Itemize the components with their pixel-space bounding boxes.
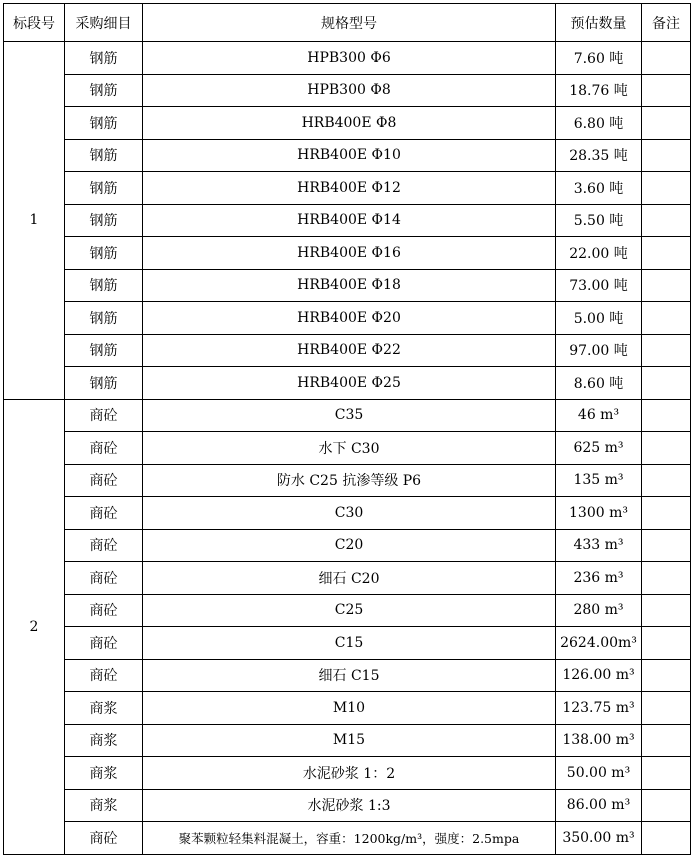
cell-spec: HRB400E Φ8 — [143, 107, 556, 140]
table-row — [4, 789, 691, 822]
cell-item: 钢筋 — [65, 172, 143, 205]
cell-item: 商砼 — [65, 659, 143, 692]
cell-quantity: 433 m³ — [556, 529, 642, 562]
cell-spec: C15 — [143, 627, 556, 660]
cell-spec: 聚苯颗粒轻集料混凝土，容重：1200kg/m³，强度：2.5mpa — [143, 822, 556, 855]
cell-spec: 水下 C30 — [143, 432, 556, 465]
cell-note — [642, 107, 691, 140]
cell-item: 商砼 — [65, 497, 143, 530]
cell-item: 钢筋 — [65, 74, 143, 107]
cell-spec: HRB400E Φ16 — [143, 237, 556, 270]
cell-item: 商砼 — [65, 562, 143, 595]
cell-note — [642, 497, 691, 530]
cell-spec: C30 — [143, 497, 556, 530]
cell-quantity: 46 m³ — [556, 399, 642, 432]
table-row — [4, 334, 691, 367]
cell-quantity: 3.60 吨 — [556, 172, 642, 205]
header-note: 备注 — [642, 4, 691, 42]
cell-note — [642, 74, 691, 107]
header-quantity: 预估数量 — [556, 4, 642, 42]
cell-item: 商砼 — [65, 594, 143, 627]
cell-note — [642, 659, 691, 692]
cell-spec: 水泥砂浆 1：2 — [143, 757, 556, 790]
table-row — [4, 562, 691, 595]
cell-quantity: 86.00 m³ — [556, 789, 642, 822]
cell-quantity: 8.60 吨 — [556, 367, 642, 400]
procurement-table — [3, 3, 691, 855]
cell-spec: HRB400E Φ18 — [143, 269, 556, 302]
table-body — [4, 42, 691, 855]
cell-note — [642, 432, 691, 465]
cell-item: 商浆 — [65, 789, 143, 822]
cell-quantity: 22.00 吨 — [556, 237, 642, 270]
cell-quantity: 123.75 m³ — [556, 692, 642, 725]
cell-spec: C35 — [143, 399, 556, 432]
cell-item: 商砼 — [65, 822, 143, 855]
cell-note — [642, 139, 691, 172]
cell-quantity: 28.35 吨 — [556, 139, 642, 172]
cell-spec: HRB400E Φ20 — [143, 302, 556, 335]
table-row — [4, 204, 691, 237]
cell-note — [642, 822, 691, 855]
table-row — [4, 74, 691, 107]
cell-item: 商浆 — [65, 692, 143, 725]
cell-item: 钢筋 — [65, 42, 143, 75]
cell-note — [642, 302, 691, 335]
table-row — [4, 659, 691, 692]
cell-spec: HRB400E Φ25 — [143, 367, 556, 400]
cell-item: 钢筋 — [65, 367, 143, 400]
table-row — [4, 464, 691, 497]
cell-note — [642, 789, 691, 822]
cell-spec: 细石 C20 — [143, 562, 556, 595]
cell-quantity: 350.00 m³ — [556, 822, 642, 855]
cell-spec: C25 — [143, 594, 556, 627]
header-spec: 规格型号 — [143, 4, 556, 42]
cell-note — [642, 724, 691, 757]
cell-spec: M15 — [143, 724, 556, 757]
table-row — [4, 107, 691, 140]
cell-note — [642, 367, 691, 400]
cell-item: 商浆 — [65, 757, 143, 790]
cell-quantity: 126.00 m³ — [556, 659, 642, 692]
cell-quantity: 236 m³ — [556, 562, 642, 595]
cell-note — [642, 269, 691, 302]
cell-spec: 防水 C25 抗渗等级 P6 — [143, 464, 556, 497]
cell-spec: 水泥砂浆 1:3 — [143, 789, 556, 822]
cell-spec: HPB300 Φ6 — [143, 42, 556, 75]
cell-quantity: 7.60 吨 — [556, 42, 642, 75]
cell-item: 钢筋 — [65, 237, 143, 270]
cell-item: 商砼 — [65, 432, 143, 465]
table-row — [4, 757, 691, 790]
cell-spec: HRB400E Φ12 — [143, 172, 556, 205]
cell-quantity: 73.00 吨 — [556, 269, 642, 302]
table-row — [4, 692, 691, 725]
section-number: 1 — [4, 42, 65, 400]
header-section: 标段号 — [4, 4, 65, 42]
cell-quantity: 97.00 吨 — [556, 334, 642, 367]
cell-note — [642, 172, 691, 205]
cell-spec: HRB400E Φ14 — [143, 204, 556, 237]
cell-note — [642, 757, 691, 790]
cell-item: 商砼 — [65, 627, 143, 660]
cell-note — [642, 237, 691, 270]
table-row — [4, 594, 691, 627]
cell-spec: 细石 C15 — [143, 659, 556, 692]
table-row — [4, 302, 691, 335]
cell-quantity: 625 m³ — [556, 432, 642, 465]
cell-item: 钢筋 — [65, 139, 143, 172]
cell-item: 钢筋 — [65, 334, 143, 367]
cell-quantity: 50.00 m³ — [556, 757, 642, 790]
table-row — [4, 529, 691, 562]
cell-item: 商浆 — [65, 724, 143, 757]
cell-item: 钢筋 — [65, 204, 143, 237]
cell-note — [642, 334, 691, 367]
cell-note — [642, 42, 691, 75]
cell-note — [642, 562, 691, 595]
table-row — [4, 399, 691, 432]
cell-quantity: 1300 m³ — [556, 497, 642, 530]
cell-item: 钢筋 — [65, 302, 143, 335]
cell-note — [642, 464, 691, 497]
cell-quantity: 138.00 m³ — [556, 724, 642, 757]
table-row — [4, 627, 691, 660]
cell-item: 钢筋 — [65, 269, 143, 302]
header-row — [4, 4, 691, 42]
cell-spec: C20 — [143, 529, 556, 562]
section-number: 2 — [4, 399, 65, 854]
cell-quantity: 5.00 吨 — [556, 302, 642, 335]
cell-spec: HPB300 Φ8 — [143, 74, 556, 107]
cell-note — [642, 594, 691, 627]
table-row — [4, 432, 691, 465]
cell-quantity: 2624.00m³ — [556, 627, 642, 660]
table-row — [4, 822, 691, 855]
cell-item: 商砼 — [65, 464, 143, 497]
table-row — [4, 139, 691, 172]
cell-spec: HRB400E Φ22 — [143, 334, 556, 367]
cell-quantity: 18.76 吨 — [556, 74, 642, 107]
table-row — [4, 269, 691, 302]
table-row — [4, 724, 691, 757]
cell-note — [642, 399, 691, 432]
table-row — [4, 367, 691, 400]
cell-spec: HRB400E Φ10 — [143, 139, 556, 172]
cell-note — [642, 204, 691, 237]
table-row — [4, 42, 691, 75]
cell-quantity: 5.50 吨 — [556, 204, 642, 237]
cell-note — [642, 692, 691, 725]
cell-quantity: 280 m³ — [556, 594, 642, 627]
table-row — [4, 172, 691, 205]
cell-spec: M10 — [143, 692, 556, 725]
cell-item: 钢筋 — [65, 107, 143, 140]
cell-note — [642, 529, 691, 562]
cell-quantity: 135 m³ — [556, 464, 642, 497]
cell-quantity: 6.80 吨 — [556, 107, 642, 140]
header-item: 采购细目 — [65, 4, 143, 42]
table-row — [4, 497, 691, 530]
cell-item: 商砼 — [65, 399, 143, 432]
cell-note — [642, 627, 691, 660]
table-row — [4, 237, 691, 270]
cell-item: 商砼 — [65, 529, 143, 562]
